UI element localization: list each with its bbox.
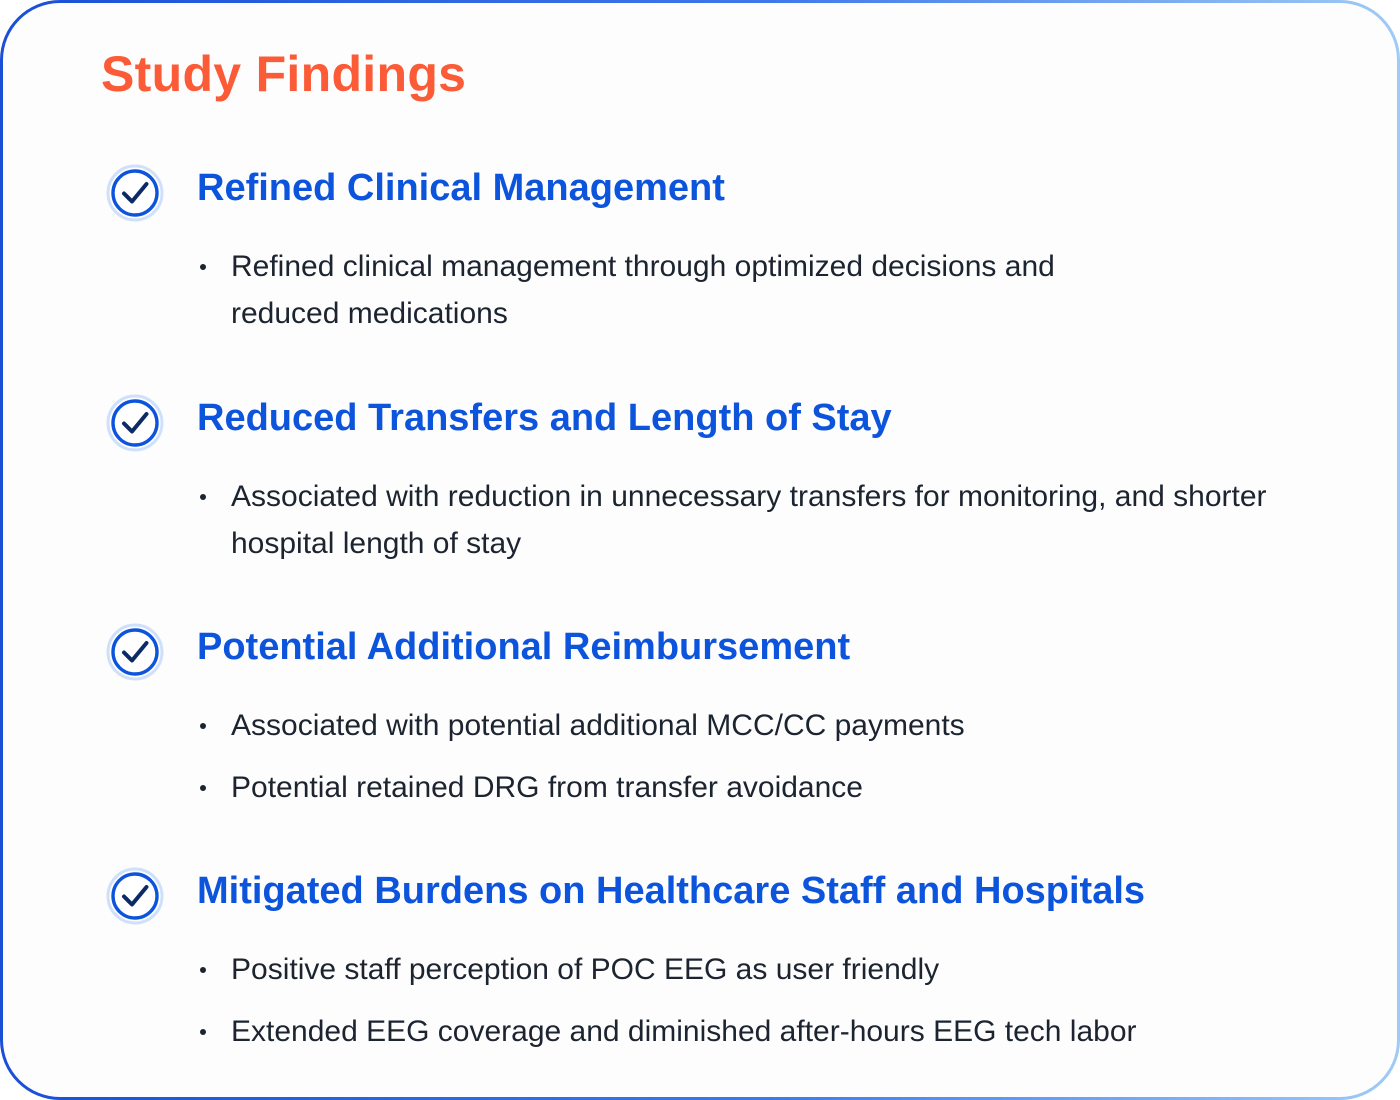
bullet-item: Extended EEG coverage and diminished after-hours EEG tech labor <box>197 1008 1317 1055</box>
bullet-list <box>197 243 1317 352</box>
bullet-list <box>197 702 1317 826</box>
section-heading: Refined Clinical Management <box>197 167 725 209</box>
section-heading: Reduced Transfers and Length of Stay <box>197 397 892 439</box>
circle-check-icon <box>105 393 165 453</box>
bullet-item: Associated with potential additional MCC/CC payments <box>197 702 1317 749</box>
bullet-item: Refined clinical management through optimized decisions and reduced medications <box>197 243 1161 337</box>
circle-check-icon <box>105 163 165 223</box>
section-heading: Mitigated Burdens on Healthcare Staff and Hospitals <box>197 870 1146 912</box>
bullet-list <box>197 473 1317 582</box>
bullet-item: Associated with reduction in unnecessary transfers for monitoring, and shorter hospital length of stay <box>197 473 1281 567</box>
page-title: Study Findings <box>101 46 467 102</box>
section-heading: Potential Additional Reimbursement <box>197 626 851 668</box>
circle-check-icon <box>105 866 165 926</box>
bullet-list <box>197 946 1317 1070</box>
bullet-item: Potential retained DRG from transfer avoidance <box>197 764 1317 811</box>
circle-check-icon <box>105 622 165 682</box>
bullet-item: Positive staff perception of POC EEG as user friendly <box>197 946 1317 993</box>
